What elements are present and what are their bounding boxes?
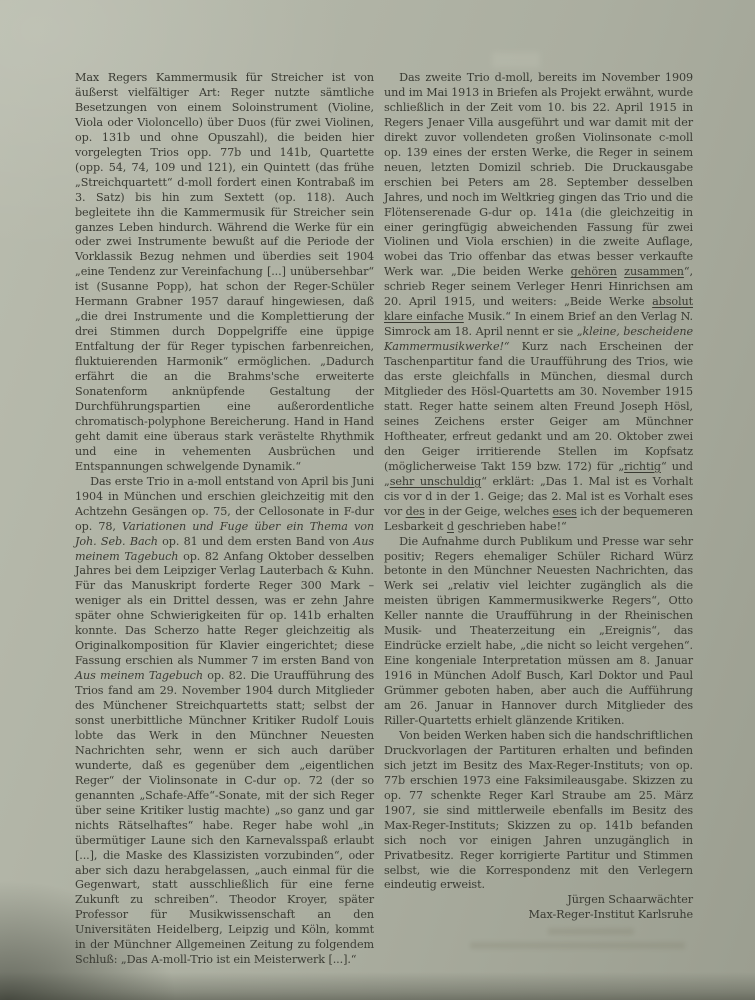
text-run: Aus meinem Tagebuch bbox=[75, 534, 374, 563]
text-run: eses bbox=[552, 504, 577, 518]
text-run: Die Aufnahme durch Publikum und Presse war sehr positiv; Regers ehemaliger Schüler Richard Würz betonte in den Münchner Neuesten Nachrichten, das Werk sei „relativ viel leichter zugänglich als die meisten übrigen Kammermusikwerke Regers“, Otto Keller nannte die Uraufführung in der Rheinischen Musik- und Theaterzeitung ein „Ereignis“, das Eindrücke erzielt habe, „die nicht so leicht vergehen“. Eine kongeniale Interpretation müssen am 8. Januar 1916 in München Adolf Busch, Karl Doktor und Paul Grümmer geboten haben, aber auch die Aufführung am 26. Januar in Hannover durch Mitglieder des Riller-Quartetts erhielt glänzende Kritiken. bbox=[384, 534, 693, 727]
paragraph bbox=[75, 475, 374, 968]
text-run: op. 82 Anfang Oktober desselben Jahres bei dem Leipziger Verlag Lauterbach & Kuhn. Für das Manuskript forderte Reger 300 Mark – weniger als ein Drittel dessen, was er zehn Jahre später ohne Schwierigkeiten für op. 141b erhalten konnte. Das Scherzo hatte Reger gleichzeitig als Originalkomposition für Klavier eingerichtet; diese Fassung erschien als Nummer 7 im ersten Band von bbox=[75, 549, 374, 668]
showthrough-smudge bbox=[548, 928, 634, 935]
text-run: geschrieben habe!“ bbox=[453, 519, 567, 533]
paragraph bbox=[384, 729, 693, 893]
text-run: Max Regers Kammermusik für Streicher ist von äußerst vielfältiger Art: Reger nutzte sämtliche Besetzungen von einem Soloinstrument (Violine, Viola oder Violoncello) über Duos (für zwei Violinen, op. 131b und ohne Opuszahl), die beiden hier vorgelegten Trios opp. 77b und 141b, Quartette (opp. 54, 74, 109 und 121), ein Quintett (das frühe „Streichquartett“ d-moll fordert einen Kontrabaß im 3. Satz) bis hin zum Sextett (op. 118). Auch begleitete ihn die Kammermusik für Streicher sein ganzes Leben hindurch. Während die Werke für ein oder zwei Instrumente bewußt auf die Periode der Vorklassik Bezug nehmen und überdies seit 1904 „eine Tendenz zur Vereinfachung [...] unübersehbar“ ist (Susanne Popp), hat schon der Reger-Schüler Hermann Grabner 1957 darauf hingewiesen, daß „die drei Instrumente und die Komplettierung der drei Stimmen durch Doppelgriffe eine üppige Entfaltung der für Reger typischen farbenreichen, fluktuierenden Harmonik“ ermöglichen. „Dadurch erfährt die an die Brahms'sche erweiterte Sonatenform anknüpfende Gestaltung der Durchführungspartien eine außerordentliche chromatisch-polyphone Bereicherung. Hand in Hand geht damit eine überaus stark verästelte Rhythmik und eine in vehementen Ausbrüchen und Entspannungen schwelgende Dynamik.“ bbox=[75, 71, 374, 473]
text-run: Musik.“ In einem Brief an den Verlag N. Simrock am 18. April nennt er sie bbox=[384, 310, 693, 339]
text-run: gehören bbox=[570, 265, 617, 279]
text-run: „kleine, bescheidene Kammermusikwerke!“ bbox=[384, 325, 693, 354]
text-run: Das erste Trio in a-moll entstand von April bis Juni 1904 in München und erschien gleichzeitig mit den Achtzehn Gesängen op. 75, der Cellosonate in F-dur op. 78, bbox=[75, 474, 374, 533]
paragraph bbox=[384, 535, 693, 729]
signature-line: Jürgen Schaarwächter bbox=[567, 893, 693, 907]
text-run: op. 81 und dem ersten Band von bbox=[157, 534, 354, 548]
paragraph bbox=[75, 71, 374, 475]
paragraph bbox=[384, 71, 693, 535]
text-run: “, schrieb Reger seinem Verleger Henri Hinrichsen am 20. April 1915, und weiters: „Beide Werke bbox=[384, 265, 693, 309]
text-run: klare einfache bbox=[384, 310, 464, 324]
text-run: sehr unschuldig bbox=[389, 474, 482, 488]
text-run: “ erklärt: „Das 1. Mal ist es Vorhalt cis vor d in der 1. Geige; das 2. Mal ist es Vorhalt eses vor bbox=[384, 474, 694, 518]
text-run: in der Geige, welches bbox=[424, 504, 553, 518]
signature-block bbox=[384, 893, 693, 923]
text-run: d bbox=[446, 519, 454, 533]
text-column-right bbox=[384, 71, 693, 923]
text-run: Aus meinem Tagebuch bbox=[75, 669, 203, 683]
text-run: Von beiden Werken haben sich die handschriftlichen Druckvorlagen der Partituren erhalten und befinden sich jetzt im Besitz des Max-Reger-Instituts; von op. 77b erschien 1973 eine Faksimileausgabe. Skizzen zu op. 77 schenkte Reger Karl Straube am 25. März 1907, sie sind mittlerweile ebenfalls im Besitz des Max-Reger-Instituts; Skizzen zu op. 141b befanden sich noch vor einigen Jahren unzugänglich in Privatbesitz. Reger korrigierte Partitur und Stimmen selbst, wie die Korrespondenz mit den Verlegern eindeutig erweist. bbox=[384, 728, 693, 892]
text-run: Kurz nach Erscheinen der Taschenpartitur fand die Uraufführung des Trios, wie das erste gleichfalls in München, diesmal durch Mitglieder des Hösl-Quartetts am 30. November 1915 statt. Reger hatte seinem alten Freund Joseph Hösl, seines Zeichens erster Geiger am Münchner Hoftheater, erfreut gedankt und am 20. Oktober zwei den Geiger irritierende Stellen im Kopfsatz (möglicherweise Takt 159 bzw. 172) für „ bbox=[384, 340, 693, 473]
text-run: richtig bbox=[624, 459, 661, 473]
text-run: Variationen und Fuge über ein Thema von Joh. Seb. Bach bbox=[75, 519, 374, 548]
text-run: ich der bequemeren Lesbarkeit bbox=[384, 504, 693, 533]
text-run: zusammen bbox=[624, 265, 684, 279]
text-run: Das zweite Trio d-moll, bereits im November 1909 und im Mai 1913 in Briefen als Projekt erwähnt, wurde schließlich in der Zeit vom 10. bis 22. April 1915 in Regers Jenaer Villa ausgeführt und war damit mit der direkt zuvor vollendeten großen Violinsonate c-moll op. 139 eines der ersten Werke, die Reger in seinem neuen, letzten Domizil schrieb. Die Druckausgabe erschien bei Peters am 28. September desselben Jahres, und noch im Weltkrieg gingen das Trio und die Flötenserenade G-dur op. 141a (die gleichzeitig in einer geringfügig abweichenden Fassung für zwei Violinen und Viola erschien) in die zweite Auflage, wobei das Trio offenbar das etwas besser verkaufte Werk war. „Die beiden Werke bbox=[384, 71, 693, 279]
text-run: “ und „ bbox=[384, 459, 693, 488]
showthrough-smudge bbox=[470, 942, 685, 949]
text-run: absolut bbox=[652, 295, 693, 309]
showthrough-smudge bbox=[492, 52, 540, 68]
text-run: des bbox=[405, 504, 425, 518]
signature-line: Max-Reger-Institut Karlsruhe bbox=[528, 908, 693, 922]
text-column-left bbox=[75, 71, 374, 968]
text-run: op. 82. Die Uraufführung des Trios fand am 29. November 1904 durch Mitglieder des Münchener Streichquartetts statt; selbst der sonst unerbittliche Münchner Kritiker Rudolf Louis lobte das Werk in den Münchner Neuesten Nachrichten sehr, wenn er sich auch darüber wunderte, daß es gegenüber dem „eigentlichen Reger“ der Violinsonate in C-dur op. 72 (der so genannten „Schafe-Affe“-Sonate, mit der sich Reger über seine Kritiker lustig machte) „so ganz und gar nichts Rätselhaftes“ habe. Reger habe wohl „in übermütiger Laune sich den Karnevalsspaß erlaubt [...], die Maske des Klassizisten vorzubinden“, oder aber sich dazu herabgelassen, „auch einmal für die Gegenwart, statt ausschließlich für eine ferne Zukunft zu schreiben“. Theodor Kroyer, später Professor für Musikwissenschaft an den Universitäten Heidelberg, Leipzig und Köln, kommt in der Münchner Allgemeinen Zeitung zu folgendem Schluß: „Das A-moll-Trio ist ein Meisterwerk [...].“ bbox=[75, 669, 374, 967]
